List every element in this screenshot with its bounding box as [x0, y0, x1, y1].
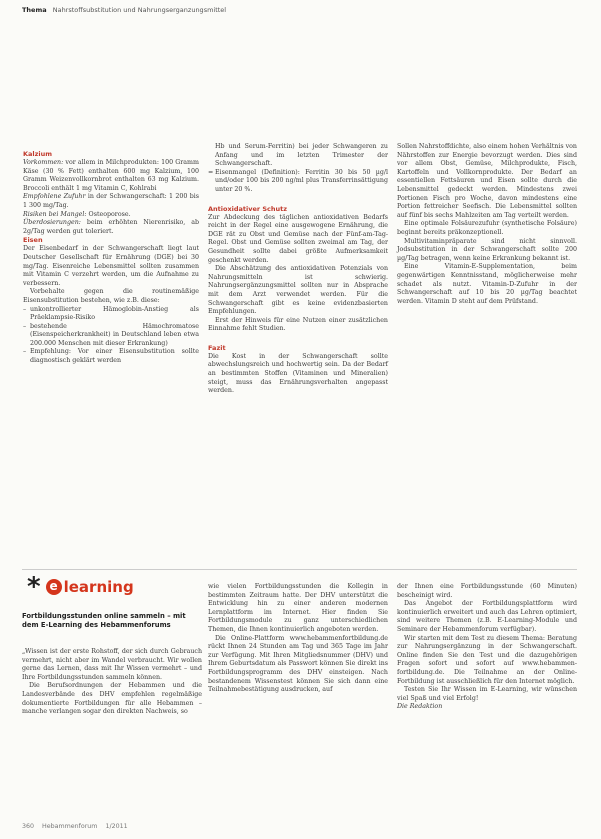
- col3-paragraph-4: Eine Vitamin-E-Supplementation, beim gegenwärtigen Kenntnisstand, möglicherweise mehr schadet als nutzt. Vitamin-D-Zufuhr in der Schwangerschaft auf 10 bis 20 µg/Tag beachtet werden. Vitamin D steht auf dem Prüfstand.: [397, 263, 577, 305]
- antioxidant-heading: Antioxidativer Schutz: [208, 204, 288, 213]
- antioxidant-paragraph-2: Die Abschätzung des antioxidativen Potenzials von Nahrungsmitteln ist schwierig. Nahrungsergänzungsmittel sollten nur in Absprache mit dem Arzt verwendet werden. Für die Schwangerschaft gibt es keine evidenzbasierten Empfehlungen.: [208, 265, 388, 316]
- fazit-heading: Fazit: [208, 343, 226, 352]
- iron-bullet-2: – bestehende Hämochromatose (Eisenspeicherkrankheit) in Deutschland leben etwa 200.000 Menschen mit dieser Erkrankung): [23, 322, 199, 347]
- fazit-paragraph: Die Kost in der Schwangerschaft sollte abwechslungsreich und hochwertig sein. Da der Bedarf an bestimmten Stoffen (Vitaminen und Mineralien) steigt, muss das Ernährungsverhalten angepasst werden.: [208, 352, 388, 395]
- calcium-text-1: vor allem in Milchprodukten: 100 Gramm Käse (30 % Fett) enthalten 600 mg Kalzium, 100 Gramm Weizenvollkornbrot enthalten 63 mg Kalzium. Broccoli enthält 1 mg Vitamin C, Kohlrabi: [23, 159, 199, 192]
- iron-continued: Hb und Serum-Ferritin) bei jeder Schwangeren zu Anfang und im letzten Trimester der Schwangerschaft.: [215, 143, 388, 168]
- asterisk-icon: *: [27, 572, 41, 602]
- calcium-label-1: Vorkommen:: [23, 159, 64, 166]
- ad-paragraph-3: wie vielen Fortbildungsstunden die Kollegin in bestimmten Zeitraum hatte. Der DHV unterstützt die Entwicklung hin zu einer anderen modernen Lernplattform im Internet. Hier finden Sie Fortbildungsmodule zu ganz unterschiedlichen Themen, die Ihnen kontinuierlich angeboten werden.: [208, 583, 388, 633]
- iron-paragraph-1: Der Eisenbedarf in der Schwangerschaft liegt laut Deutscher Gesellschaft für Ernährung (DGE) bei 30 mg/Tag. Eisenreiche Lebensmittel sollten zusammen mit Vitamin C verzehrt werden, um die Aufnahme zu verbessern.: [23, 245, 199, 287]
- e-circle-icon: e: [46, 579, 62, 595]
- page-number: 360: [22, 823, 35, 830]
- ad-paragraph-8: Testen Sie Ihr Wissen im E-Learning, wir wünschen viel Spaß und viel Erfolg!: [397, 686, 577, 702]
- ad-paragraph-2: Die Berufsordnungen der Hebammen und die Landesverbände des DHV empfehlen regelmäßige dokumentierte Fortbildungen für alle Hebammen – manche verlangen sogar den direkten Nachweis, so: [22, 682, 202, 716]
- column-1: [23, 150, 199, 366]
- calcium-text-3: Osteoporose.: [88, 210, 131, 218]
- antioxidant-paragraph-3: Erst der Hinweis für eine Nutzen einer zusätzlichen Einnahme fehlt Studien.: [208, 316, 388, 333]
- calcium-text-4: beim erhöhten Nierenrisiko, ab 2g/Tag werden gut toleriert.: [23, 219, 199, 235]
- ad-paragraph-1: „Wissen ist der erste Rohstoff, der sich durch Gebrauch vermehrt, nicht aber im Wandel verbraucht. Wir wollen gerne das Lernen, dass mit Ihr Wissen vermehrt – und Ihre Fortbildungsstunden sammeln können.: [22, 648, 202, 681]
- signature: Die Redaktion: [397, 703, 443, 711]
- section-topic: Nahrstoffsubstitution und Nahrungserganzungsmittel: [52, 6, 227, 14]
- logo-word: learning: [63, 578, 134, 596]
- calcium-heading: Kalzium: [23, 150, 53, 158]
- ad-column-2: [208, 583, 388, 695]
- calcium-label-3: Risiken bei Mangel:: [23, 210, 87, 218]
- ad-column-3: [397, 583, 577, 712]
- iron-paragraph-2: Vorbehalte gegen die routinemäßige Eisensubstitution bestehen, wie z.B. diese:: [23, 288, 199, 304]
- antioxidant-paragraph-1: Zur Abdeckung des täglichen antioxidativen Bedarfs reicht in der Regel eine ausgewogene Ernährung, die DGE rät zu Obst und Gemüse nach der Fünf-am-Tag-Regel. Obst und Gemüse sollten zweimal am Tag, der Gesundheit sollte dabei größte Aufmerksamkeit geschenkt werden.: [208, 213, 388, 264]
- ad-column-1: [22, 648, 202, 717]
- page-header: [22, 6, 582, 20]
- ad-paragraph-6: Das Angebot der Fortbildungsplattform wird kontinuierlich erweitert und auch das Lehren optimiert, sind weitere Themen (z.B. E-Learning-Module und Seminare der Hebammenforum verfügbar).: [397, 600, 577, 633]
- page-footer: [22, 823, 134, 830]
- elearning-heading: Fortbildungsstunden online sammeln – mit dem E-Learning des Hebammenforums: [22, 612, 186, 629]
- ad-paragraph-7: Wir starten mit dem Test zu diesem Thema: Beratung zur Nahrungsergänzung in der Schwangerschaft. Online finden Sie den Test und die dazugehörigen Fragen sofort und sofort auf www.hebammen-fortbildung.de. Die Teilnahme an der Online-Fortbildung ist ausschließlich für den Internet möglich.: [397, 634, 577, 685]
- calcium-label-2: Empfohlene Zufuhr: [23, 193, 86, 201]
- section-label: Thema: [22, 6, 47, 14]
- issue-number: 1/2011: [105, 823, 128, 830]
- iron-definition-bullet: = Eisenmangel (Definition): Ferritin 30 bis 50 µg/l und/oder 100 bis 200 ng/ml plus Transferrinsättigung unter 20 %.: [208, 168, 388, 193]
- column-2: [208, 143, 388, 396]
- elearning-logo: [27, 572, 134, 602]
- iron-bullet-3: – Empfehlung: Vor einer Eisensubstitution sollte diagnostisch geklärt werden: [23, 348, 199, 365]
- section-divider: [22, 569, 577, 570]
- col3-paragraph-2: Eine optimale Folsäurezufuhr (synthetische Folsäure) beginnt bereits präkonzeptionell.: [397, 220, 577, 236]
- ad-paragraph-5: der Ihnen eine Fortbildungsstunde (60 Minuten) bescheinigt wird.: [397, 583, 577, 599]
- iron-heading: Eisen: [23, 236, 43, 245]
- publication-name: Hebammenforum: [42, 823, 98, 830]
- col3-paragraph-3: Multivitaminpräparate sind nicht sinnvoll. Jodsubstitution in der Schwangerschaft sollte 200 µg/Tag betragen, wenn keine Erkrankung bekannt ist.: [397, 237, 577, 262]
- column-3: [397, 143, 577, 306]
- iron-bullet-1: – unkontrollierter Hämoglobin-Anstieg als Präeklampsie-Risiko: [23, 305, 199, 322]
- col3-paragraph-1: Sollen Nahrstoffdichte, also einem hohen Verhältnis von Nährstoffen zur Energie bevorzugt werden. Dies sind vor allem Obst, Gemüse, Milchprodukte, Fisch, Kartoffeln und Vollkornprodukte. Der Bedarf an essentiellen Fettsäuren und Eisen sollte durch die Lebensmittel gedeckt werden. Mindestens zwei Portionen Fisch pro Woche, davon mindestens eine Portion fettreicher Seefisch. Die Lebensmittel sollten auf fünf bis sechs Mahlzeiten am Tag verteilt werden.: [397, 143, 577, 219]
- calcium-label-4: Überdosierungen:: [23, 219, 81, 227]
- ad-paragraph-4: Die Online-Plattform www.hebammenfortbildung.de rückt Ihnen 24 Stunden am Tag und 365 Tage im Jahr zur Verfügung. Mit Ihren Mitgliedsnummer (DHV) und Ihrem Geburtsdatum als Passwort können Sie direkt ins Fortbildungsprogramm des DHV einsteigen. Nach bestandenem Wissenstest können Sie sich dann eine Teilnahmebestätigung ausdrucken, auf: [208, 634, 388, 694]
- calcium-text-2: in der Schwangerschaft: 1 200 bis 1 300 mg/Tag.: [23, 193, 199, 209]
